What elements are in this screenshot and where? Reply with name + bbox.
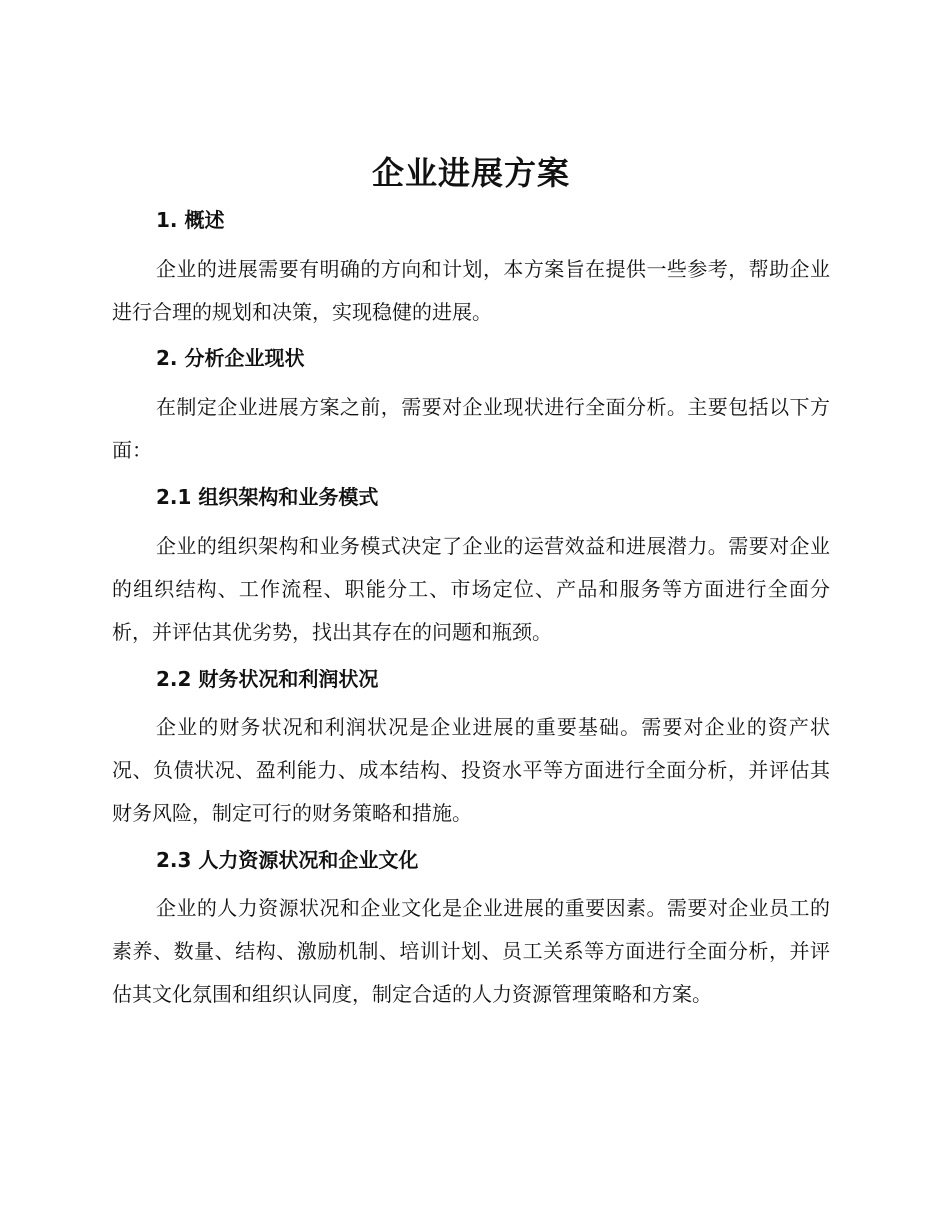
section-body-organization: 企业的组织架构和业务模式决定了企业的运营效益和进展潜力。需要对企业的组织结构、工作流程、职能分工、市场定位、产品和服务等方面进行全面分析，并评估其优劣势，找出其存在的问题和瓶颈。 xyxy=(112,534,830,644)
section-heading-finance: 2.2 财务状况和利润状况 xyxy=(156,667,379,691)
section-body-overview: 企业的进展需要有明确的方向和计划，本方案旨在提供一些参考，帮助企业进行合理的规划和决策，实现稳健的进展。 xyxy=(112,257,830,324)
section-heading-overview: 1. 概述 xyxy=(156,208,225,232)
section-heading-current-state: 2. 分析企业现状 xyxy=(156,346,305,370)
section-heading-human-resources: 2.3 人力资源状况和企业文化 xyxy=(156,848,419,872)
section-body-current-state: 在制定企业进展方案之前，需要对企业现状进行全面分析。主要包括以下方面： xyxy=(112,395,830,462)
section-body-finance: 企业的财务状况和利润状况是企业进展的重要基础。需要对企业的资产状况、负债状况、盈利能力、成本结构、投资水平等方面进行全面分析，并评估其财务风险，制定可行的财务策略和措施。 xyxy=(112,715,830,825)
section-body-human-resources: 企业的人力资源状况和企业文化是企业进展的重要因素。需要对企业员工的素养、数量、结构、激励机制、培训计划、员工关系等方面进行全面分析，并评估其文化氛围和组织认同度，制定合适的人力资源管理策略和方案。 xyxy=(112,896,830,1006)
document-title: 企业进展方案 xyxy=(371,154,570,192)
section-heading-organization: 2.1 组织架构和业务模式 xyxy=(156,485,379,509)
